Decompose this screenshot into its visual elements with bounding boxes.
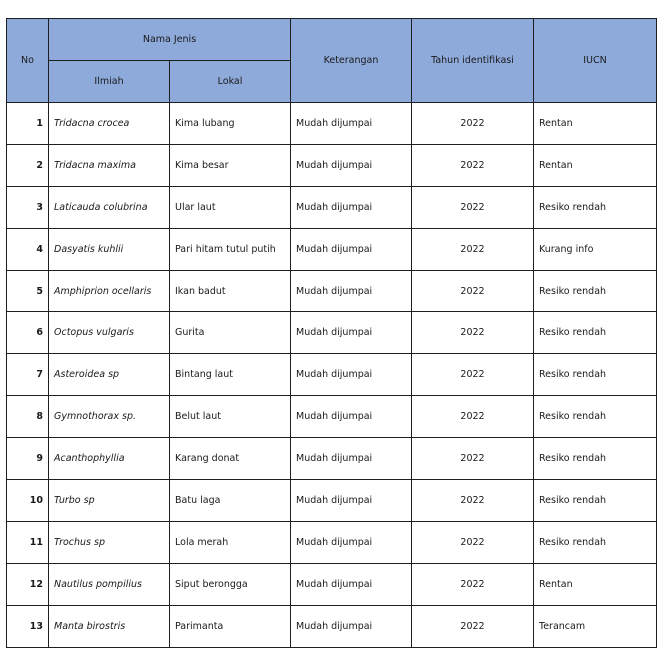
cell-iucn: Resiko rendah (534, 480, 657, 522)
cell-lokal: Karang donat (170, 438, 291, 480)
cell-ilmiah: Nautilus pompilius (49, 563, 170, 605)
cell-keterangan: Mudah dijumpai (291, 312, 412, 354)
cell-ilmiah: Octopus vulgaris (49, 312, 170, 354)
cell-lokal: Ikan badut (170, 270, 291, 312)
cell-lokal: Parimanta (170, 605, 291, 647)
cell-iucn: Resiko rendah (534, 186, 657, 228)
cell-no: 4 (7, 228, 49, 270)
header-nama-jenis: Nama Jenis (49, 19, 291, 61)
cell-ilmiah: Dasyatis kuhlii (49, 228, 170, 270)
cell-keterangan: Mudah dijumpai (291, 144, 412, 186)
header-row-top (7, 19, 657, 61)
cell-iucn: Resiko rendah (534, 438, 657, 480)
cell-lokal: Batu laga (170, 480, 291, 522)
cell-keterangan: Mudah dijumpai (291, 480, 412, 522)
cell-ilmiah: Amphiprion ocellaris (49, 270, 170, 312)
header-lokal: Lokal (170, 61, 291, 103)
cell-ilmiah: Trochus sp (49, 521, 170, 563)
header-keterangan: Keterangan (291, 19, 412, 103)
table-row (7, 438, 657, 480)
cell-keterangan: Mudah dijumpai (291, 103, 412, 145)
cell-tahun: 2022 (412, 438, 534, 480)
cell-tahun: 2022 (412, 396, 534, 438)
cell-tahun: 2022 (412, 186, 534, 228)
cell-iucn: Resiko rendah (534, 396, 657, 438)
cell-lokal: Belut laut (170, 396, 291, 438)
cell-tahun: 2022 (412, 144, 534, 186)
table-row (7, 312, 657, 354)
cell-ilmiah: Manta birostris (49, 605, 170, 647)
cell-ilmiah: Acanthophyllia (49, 438, 170, 480)
cell-iucn: Rentan (534, 144, 657, 186)
species-table (6, 18, 657, 648)
header-ilmiah: Ilmiah (49, 61, 170, 103)
cell-iucn: Resiko rendah (534, 312, 657, 354)
cell-keterangan: Mudah dijumpai (291, 228, 412, 270)
table-header (7, 19, 657, 103)
table-row (7, 186, 657, 228)
cell-lokal: Pari hitam tutul putih (170, 228, 291, 270)
cell-lokal: Bintang laut (170, 354, 291, 396)
cell-tahun: 2022 (412, 563, 534, 605)
header-iucn: IUCN (534, 19, 657, 103)
cell-no: 12 (7, 563, 49, 605)
cell-tahun: 2022 (412, 354, 534, 396)
cell-no: 6 (7, 312, 49, 354)
cell-tahun: 2022 (412, 103, 534, 145)
header-no: No (7, 19, 49, 103)
table-row (7, 144, 657, 186)
cell-lokal: Kima besar (170, 144, 291, 186)
cell-lokal: Ular laut (170, 186, 291, 228)
cell-keterangan: Mudah dijumpai (291, 563, 412, 605)
cell-ilmiah: Tridacna maxima (49, 144, 170, 186)
table-row (7, 354, 657, 396)
cell-keterangan: Mudah dijumpai (291, 270, 412, 312)
cell-keterangan: Mudah dijumpai (291, 354, 412, 396)
cell-ilmiah: Laticauda colubrina (49, 186, 170, 228)
cell-tahun: 2022 (412, 480, 534, 522)
cell-iucn: Resiko rendah (534, 354, 657, 396)
cell-tahun: 2022 (412, 270, 534, 312)
cell-tahun: 2022 (412, 521, 534, 563)
cell-ilmiah: Tridacna crocea (49, 103, 170, 145)
cell-no: 10 (7, 480, 49, 522)
cell-lokal: Gurita (170, 312, 291, 354)
cell-iucn: Resiko rendah (534, 270, 657, 312)
cell-ilmiah: Gymnothorax sp. (49, 396, 170, 438)
table-row (7, 605, 657, 647)
cell-no: 3 (7, 186, 49, 228)
cell-iucn: Rentan (534, 563, 657, 605)
cell-keterangan: Mudah dijumpai (291, 605, 412, 647)
cell-keterangan: Mudah dijumpai (291, 521, 412, 563)
cell-keterangan: Mudah dijumpai (291, 396, 412, 438)
cell-ilmiah: Turbo sp (49, 480, 170, 522)
table-row (7, 228, 657, 270)
cell-iucn: Resiko rendah (534, 521, 657, 563)
cell-no: 8 (7, 396, 49, 438)
cell-iucn: Terancam (534, 605, 657, 647)
cell-no: 7 (7, 354, 49, 396)
table-body (7, 103, 657, 648)
table-row (7, 103, 657, 145)
cell-no: 2 (7, 144, 49, 186)
cell-tahun: 2022 (412, 228, 534, 270)
table-row (7, 396, 657, 438)
cell-iucn: Kurang info (534, 228, 657, 270)
cell-lokal: Kima lubang (170, 103, 291, 145)
cell-tahun: 2022 (412, 312, 534, 354)
table-row (7, 521, 657, 563)
cell-lokal: Lola merah (170, 521, 291, 563)
table-row (7, 563, 657, 605)
cell-keterangan: Mudah dijumpai (291, 438, 412, 480)
cell-tahun: 2022 (412, 605, 534, 647)
table-row (7, 480, 657, 522)
cell-no: 1 (7, 103, 49, 145)
cell-iucn: Rentan (534, 103, 657, 145)
cell-no: 13 (7, 605, 49, 647)
table-row (7, 270, 657, 312)
cell-lokal: Siput berongga (170, 563, 291, 605)
header-tahun: Tahun identifikasi (412, 19, 534, 103)
cell-no: 11 (7, 521, 49, 563)
cell-ilmiah: Asteroidea sp (49, 354, 170, 396)
cell-no: 5 (7, 270, 49, 312)
cell-keterangan: Mudah dijumpai (291, 186, 412, 228)
cell-no: 9 (7, 438, 49, 480)
